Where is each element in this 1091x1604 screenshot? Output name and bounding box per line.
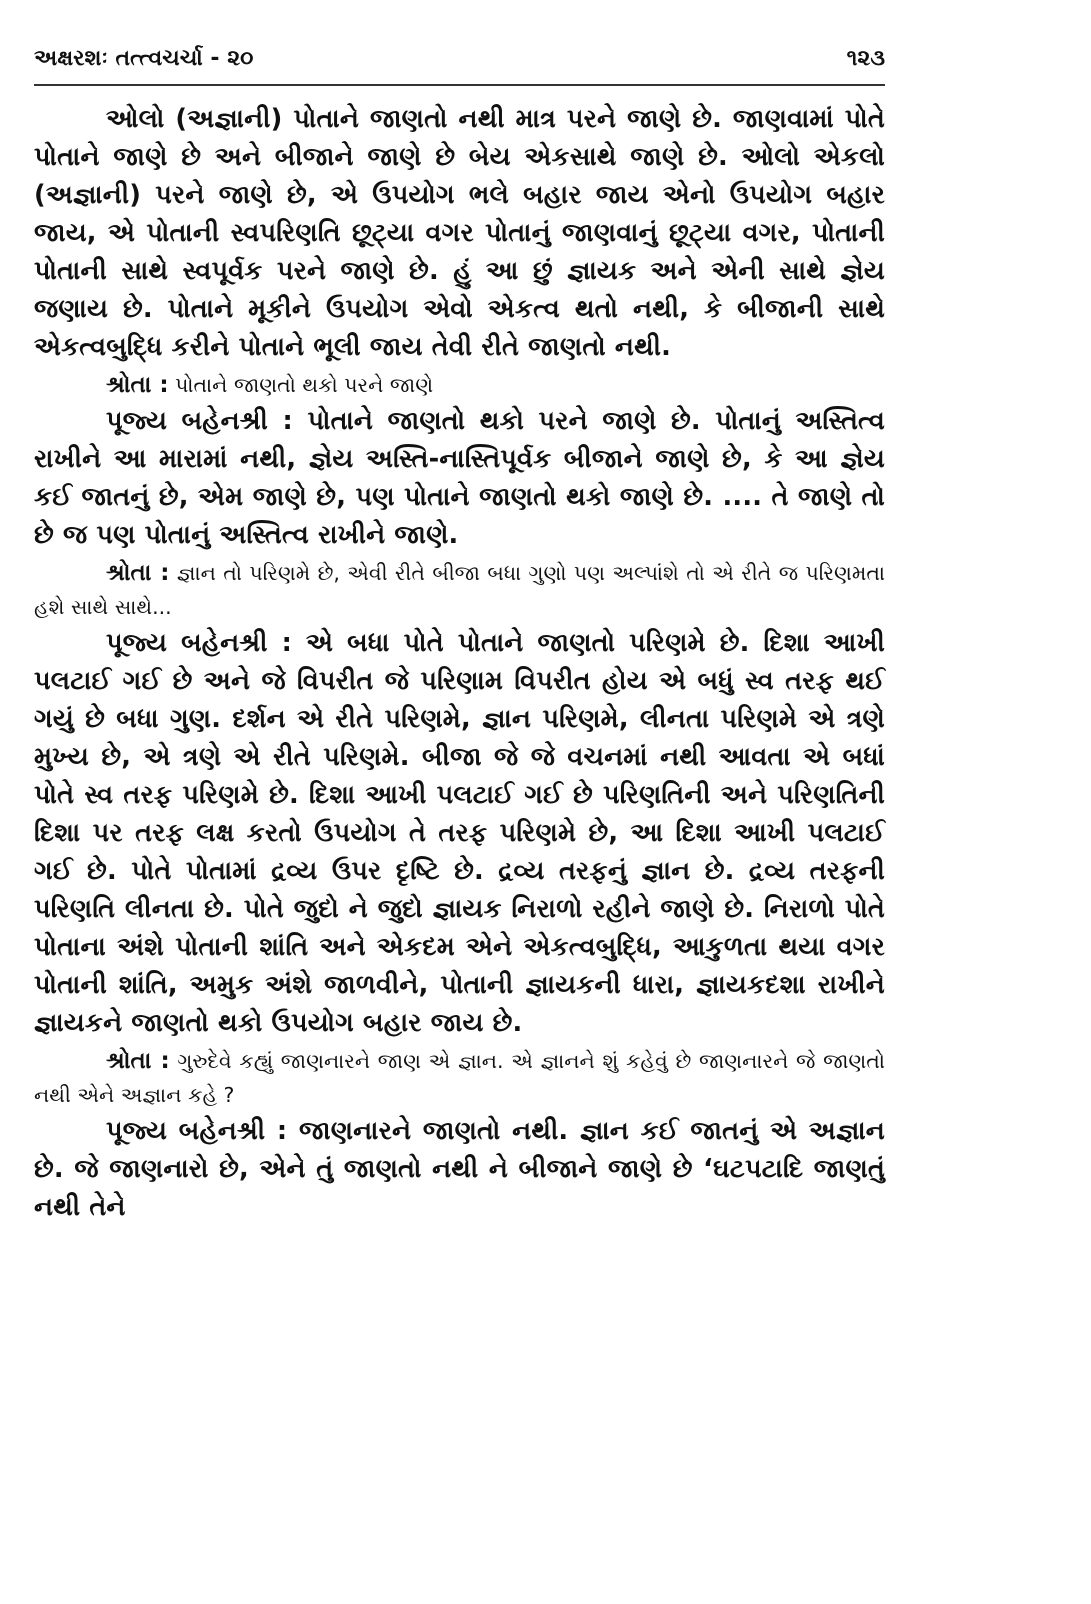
answer-text: જાણનારને જાણતો નથી. જ્ઞાન કઈ જાતનું એ અજ્ઞાન છે. જે જાણનારો છે, એને તું જાણતો નથી ને બીજાને જાણે છે ‘ઘટપટાદિ જાણતું નથી તેને — [34, 1116, 885, 1222]
paragraph-1 — [34, 100, 885, 366]
page-header — [34, 44, 885, 86]
speaker-label-bahenshri: પૂજ્ય બહેનશ્રી : — [106, 628, 292, 658]
question-text: પોતાને જાણતો થકો પરને જાણે — [168, 373, 434, 397]
listener-question-2 — [34, 556, 885, 624]
speaker-label-listener: શ્રોતા : — [106, 372, 169, 398]
listener-question-1 — [34, 368, 885, 402]
answer-paragraph-2 — [34, 624, 885, 1042]
running-title: અક્ષરશઃ તત્ત્વચર્ચા - ૨૦ — [34, 46, 254, 71]
speaker-label-bahenshri: પૂજ્ય બહેનશ્રી : — [106, 1116, 288, 1146]
answer-text: એ બધા પોતે પોતાને જાણતો પરિણમે છે. દિશા આખી પલટાઈ ગઈ છે અને જે વિપરીત જે પરિણામ વિપરીત હોય એ બધું સ્વ તરફ થઈ ગયું છે બધા ગુણ. દર્શન એ રીતે પરિણમે, જ્ઞાન પરિણમે, લીનતા પરિણમે એ ત્રણે મુખ્ય છે, એ ત્રણે એ રીતે પરિણમે. બીજા જે જે વચનમાં નથી આવતા એ બધાં પોતે સ્વ તરફ પરિણમે છે. દિશા આખી પલટાઈ ગઈ છે પરિણતિની અને પરિણતિની દિશા પર તરફ લક્ષ કરતો ઉપયોગ તે તરફ પરિણમે છે, આ દિશા આખી પલટાઈ ગઈ છે. પોતે પોતામાં દ્રવ્ય ઉપર દૃષ્ટિ છે. દ્રવ્ય તરફનું જ્ઞાન છે. દ્રવ્ય તરફની પરિણતિ લીનતા છે. પોતે જુદો ને જુદો જ્ઞાયક નિરાળો રહીને જાણે છે. નિરાળો પોતે પોતાના અંશે પોતાની શાંતિ અને એકદમ એને એકત્વબુદ્ધિ, આકુળતા થયા વગર પોતાની શાંતિ, અમુક અંશે જાળવીને, પોતાની જ્ઞાયકની ધારા, જ્ઞાયકદશા રાખીને જ્ઞાયકને જાણતો થકો ઉપયોગ બહાર જાય છે. — [34, 628, 885, 1038]
listener-question-3 — [34, 1044, 885, 1112]
question-text: ગુરુદેવે કહ્યું જાણનારને જાણ એ જ્ઞાન. એ જ્ઞાનને શું કહેવું છે જાણનારને જે જાણતો નથી એને અજ્ઞાન કહે ? — [34, 1049, 885, 1107]
speaker-label-bahenshri: પૂજ્ય બહેનશ્રી : — [106, 406, 293, 436]
answer-paragraph-1 — [34, 402, 885, 554]
paragraph-text: ઓલો (અજ્ઞાની) પોતાને જાણતો નથી માત્ર પરને જાણે છે. જાણવામાં પોતે પોતાને જાણે છે અને બીજાને જાણે છે બેય એકસાથે જાણે છે. ઓલો એકલો (અજ્ઞાની) પરને જાણે છે, એ ઉપયોગ ભલે બહાર જાય એનો ઉપયોગ બહાર જાય, એ પોતાની સ્વપરિણતિ છૂટ્યા વગર પોતાનું જાણવાનું છૂટ્યા વગર, પોતાની પોતાની સાથે સ્વપૂર્વક પરને જાણે છે. હું આ છું જ્ઞાયક અને એની સાથે જ્ઞેય જણાય છે. પોતાને મૂકીને ઉપયોગ એવો એકત્વ થતો નથી, કે બીજાની સાથે એકત્વબુદ્ધિ કરીને પોતાને ભૂલી જાય તેવી રીતે જાણતો નથી. — [34, 104, 885, 362]
speaker-label-listener: શ્રોતા : — [106, 560, 170, 586]
question-text: જ્ઞાન તો પરિણમે છે, એવી રીતે બીજા બધા ગુણો પણ અલ્પાંશે તો એ રીતે જ પરિણમતા હશે સાથે સાથે... — [34, 561, 885, 619]
page-body — [34, 100, 885, 1226]
answer-paragraph-3 — [34, 1112, 885, 1226]
page-number: ૧૨૩ — [846, 46, 885, 71]
answer-text: પોતાને જાણતો થકો પરને જાણે છે. પોતાનું અસ્તિત્વ રાખીને આ મારામાં નથી, જ્ઞેય અસ્તિ-નાસ્તિપૂર્વક બીજાને જાણે છે, કે આ જ્ઞેય કઈ જાતનું છે, એમ જાણે છે, પણ પોતાને જાણતો થકો જાણે છે. .... તે જાણે તો છે જ પણ પોતાનું અસ્તિત્વ રાખીને જાણે. — [34, 406, 885, 550]
speaker-label-listener: શ્રોતા : — [106, 1048, 170, 1074]
